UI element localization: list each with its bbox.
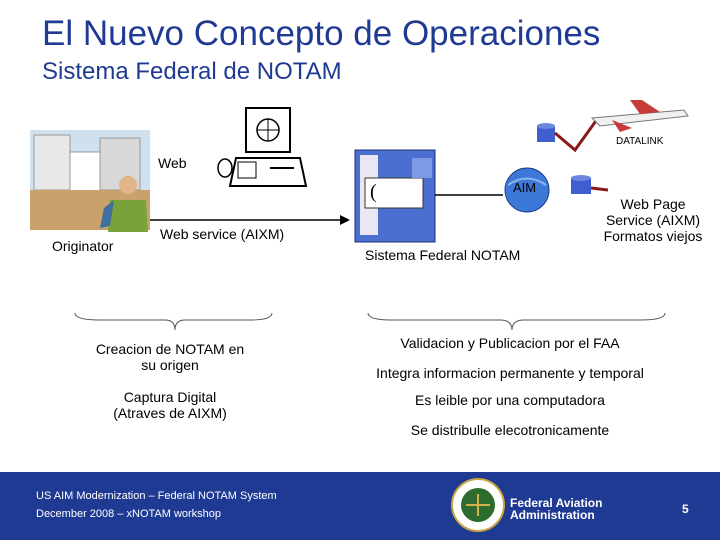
agency-line2: Administration [510, 508, 595, 522]
left-heading-line1: Creacion de NOTAM en [95, 341, 245, 357]
originator-label: Originator [52, 238, 114, 254]
left-brace [75, 313, 272, 330]
aim-label: AIM [513, 180, 537, 195]
outputs-service: Service (AIXM) [605, 212, 701, 228]
left-heading-line2: su origen [141, 357, 199, 373]
footer-line2: December 2008 – xNOTAM workshop [36, 508, 222, 520]
slide-title: El Nuevo Concepto de Operaciones [42, 14, 601, 53]
right-item-3: Se distribulle elecotronicamente [410, 422, 610, 438]
datalink-label: DATALINK [616, 136, 664, 147]
outputs-legacy: Formatos viejos [603, 228, 703, 244]
left-capture-line1: Captura Digital [123, 389, 217, 405]
right-item-1: Integra informacion permanente y temporal [376, 365, 644, 381]
footer-line1: US AIM Modernization – Federal NOTAM System [36, 490, 277, 502]
slide-subtitle: Sistema Federal de NOTAM [42, 58, 342, 85]
outputs-web-page: Web Page [620, 196, 686, 212]
left-capture-line2: (Atraves de AIXM) [113, 405, 227, 421]
footer-bar [0, 472, 720, 540]
left-capture [60, 389, 280, 421]
airplane-icon [592, 100, 688, 132]
right-heading: Validacion y Publicacion por el FAA [400, 335, 620, 351]
system-label: Sistema Federal NOTAM [365, 247, 521, 263]
web-service-label: Web service (AIXM) [160, 226, 285, 242]
right-brace [368, 313, 665, 330]
agency-line1: Federal Aviation [510, 496, 603, 510]
left-heading [60, 341, 280, 373]
server-icon [355, 150, 435, 242]
right-item-2: Es leible por una computadora [415, 392, 605, 408]
web-label: Web [158, 155, 187, 171]
page-number: 5 [682, 502, 689, 516]
computer-icon [218, 108, 306, 186]
outputs-label [590, 196, 716, 244]
originator-illustration [30, 130, 150, 232]
svg-text:(: ( [370, 181, 377, 203]
